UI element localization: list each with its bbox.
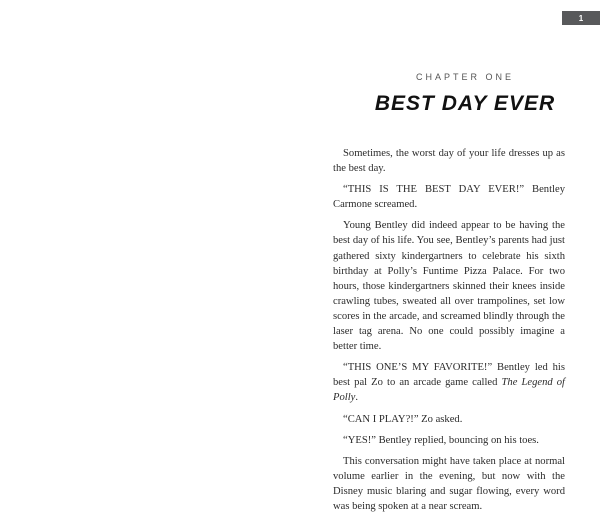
paragraph: “YES!” Bentley replied, bouncing on his toes.: [343, 434, 539, 446]
chapter-title: BEST DAY EVER: [374, 92, 556, 115]
paragraph: “THIS IS THE BEST DAY EVER!” Bentley Carmone screamed.: [333, 184, 565, 211]
page-number-tab: [562, 11, 600, 25]
paragraph: Young Bentley did indeed appear to be having the best day of his life. You see, Bentley’s parents had just gathered sixty kindergartners to celebrate his sixth birthday at Polly’s Funtime Pizza Palace. For two hours, those kindergartners skinned their knees inside crawling tubes, sweated all over trampolines, set low scores in the arcade, and screamed blindly through the laser tag arena. No one could possibly imagine a better time.: [333, 220, 565, 353]
paragraph-text: .: [355, 392, 359, 404]
chapter-body: [333, 146, 565, 520]
paragraph-text: “THIS ONE’S MY FAVORITE!” Bentley led his best pal Zo to an arcade game called: [333, 362, 565, 389]
game-title: The Legend of Polly: [333, 377, 565, 404]
chapter-label: CHAPTER ONE: [415, 72, 514, 82]
paragraph: “CAN I PLAY?!” Zo asked.: [343, 413, 463, 425]
paragraph: [333, 360, 565, 405]
page-number: 1: [578, 13, 584, 23]
paragraph: Sometimes, the worst day of your life dresses up as the best day.: [333, 148, 565, 175]
paragraph: This conversation might have taken place at normal volume earlier in the evening, but now with the Disney music blaring and sugar flowing, every word was being spoken at a near scream.: [333, 455, 565, 512]
